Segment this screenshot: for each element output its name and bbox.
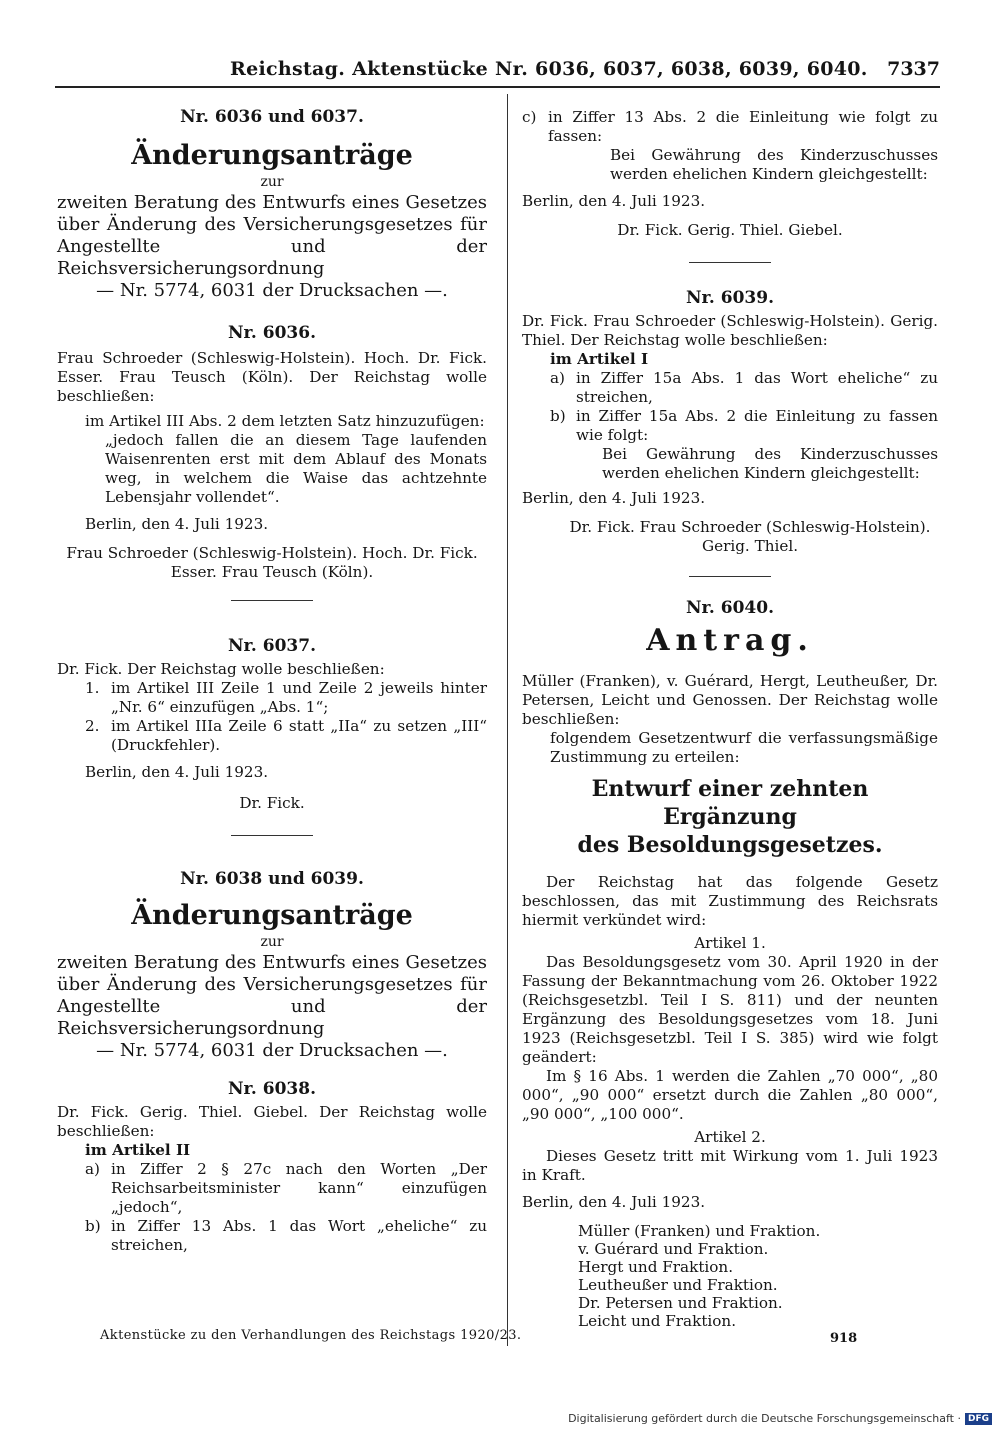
motion-6039-quote: Bei Gewährung des Kinderzuschusses werden ehelichen Kindern gleichgestellt:: [602, 445, 938, 482]
article-1-heading: Artikel 1.: [694, 934, 766, 952]
item-label: b): [550, 407, 566, 425]
right-column: [522, 108, 938, 1330]
separator: [689, 576, 771, 577]
draft-title-line-1: Entwurf einer zehnten Ergänzung: [591, 776, 869, 830]
signature-line: v. Guérard und Fraktion.: [578, 1240, 769, 1258]
item-label: a): [550, 369, 565, 387]
item-label: c): [522, 108, 537, 126]
motion-6040-date: Berlin, den 4. Juli 1923.: [522, 1193, 706, 1211]
dfg-logo: DFG: [965, 1413, 992, 1425]
section-title-aenderungsantraege: Änderungsanträge: [131, 140, 413, 171]
footer-note: Aktenstücke zu den Verhandlungen des Reichstags 1920/23.: [100, 1328, 522, 1343]
item-text: in Ziffer 15a Abs. 2 die Einleitung zu fassen wie folgt:: [576, 407, 938, 444]
motion-6036-date: Berlin, den 4. Juli 1923.: [85, 515, 269, 533]
item-text: im Artikel III Zeile 1 und Zeile 2 jeweils hinter „Nr. 6“ einzufügen „Abs. 1“;: [111, 679, 487, 716]
motion-6038-intro: Dr. Fick. Gerig. Thiel. Giebel. Der Reichstag wolle beschließen:: [57, 1103, 487, 1140]
heading-nr-6040: Nr. 6040.: [685, 598, 774, 618]
motion-6036-instruction: im Artikel III Abs. 2 dem letzten Satz hinzuzufügen:: [85, 412, 485, 430]
motion-6038-article: im Artikel II: [85, 1141, 191, 1159]
item-label: 2.: [85, 717, 100, 735]
article-2-text: Dieses Gesetz tritt mit Wirkung vom 1. Juli 1923 in Kraft.: [522, 1147, 938, 1184]
section-title-aenderungsantraege-2: Änderungsanträge: [131, 900, 413, 931]
motion-6036-signatures: Frau Schroeder (Schleswig-Holstein). Hoch. Dr. Fick. Esser. Frau Teusch (Köln).: [66, 544, 478, 581]
section-zur: zur: [260, 174, 284, 190]
header-title: Reichstag. Aktenstücke Nr. 6036, 6037, 6038, 6039, 6040.: [230, 58, 868, 80]
signature-line: Leutheußer und Fraktion.: [578, 1276, 778, 1294]
article-1-text: Das Besoldungsgesetz vom 30. April 1920 in der Fassung der Bekanntmachung vom 26. Oktober 1922 (Reichsgesetzbl. Teil I S. 811) und der neunten Ergänzung des Besoldungsgesetzes vom 18. Juni 1923 (Reichsgesetzbl. Teil I S. 385) wird wie folgt geändert:: [522, 953, 938, 1066]
motion-6039-item-b: [522, 407, 938, 445]
item-text: in Ziffer 15a Abs. 1 das Wort eheliche“ zu streichen,: [576, 369, 938, 406]
title-antrag: Antrag.: [646, 623, 814, 658]
signature-line: Hergt und Fraktion.: [578, 1258, 734, 1276]
page-number: 7337: [887, 58, 940, 80]
motion-6039-intro: Dr. Fick. Frau Schroeder (Schleswig-Holstein). Gerig. Thiel. Der Reichstag wolle beschließen:: [522, 312, 938, 349]
signature-line: Leicht und Fraktion.: [578, 1312, 737, 1330]
separator: [231, 835, 313, 836]
motion-6037-signature: Dr. Fick.: [239, 794, 305, 812]
section-description-ref: — Nr. 5774, 6031 der Drucksachen —.: [96, 280, 448, 301]
item-text: in Ziffer 13 Abs. 1 das Wort „eheliche“ zu streichen,: [111, 1217, 487, 1254]
left-column: [57, 108, 487, 1255]
signature-line: Dr. Petersen und Fraktion.: [578, 1294, 783, 1312]
motion-6038-item-c: [522, 108, 938, 146]
item-label: b): [85, 1217, 101, 1235]
motion-6040-signatures: [522, 1222, 938, 1330]
motion-6037-intro: Dr. Fick. Der Reichstag wolle beschließen:: [57, 660, 385, 678]
signature-line: Müller (Franken) und Fraktion.: [578, 1222, 821, 1240]
section-description: zweiten Beratung des Entwurfs eines Gesetzes über Änderung des Versicherungsgesetzes für Angestellte und der Reichsversicherungsordnung: [57, 192, 487, 279]
separator: [231, 600, 313, 601]
footer-sheet-number: 918: [830, 1331, 858, 1346]
section-heading-6038-6039: Nr. 6038 und 6039.: [180, 869, 364, 889]
item-text: in Ziffer 13 Abs. 2 die Einleitung wie folgt zu fassen:: [548, 108, 938, 145]
motion-6040-instruction: folgendem Gesetzentwurf die verfassungsmäßige Zustimmung zu erteilen:: [550, 729, 938, 766]
motion-6039-date: Berlin, den 4. Juli 1923.: [522, 489, 706, 507]
motion-6038-date: Berlin, den 4. Juli 1923.: [522, 192, 706, 210]
motion-6037-date: Berlin, den 4. Juli 1923.: [85, 763, 269, 781]
heading-nr-6039: Nr. 6039.: [685, 288, 774, 308]
item-text: in Ziffer 2 § 27c nach den Worten „Der Reichsarbeitsminister kann“ einzufügen „jedoch“,: [111, 1160, 487, 1216]
motion-6038-item-b: [57, 1217, 487, 1255]
motion-6036-quote: „jedoch fallen die an diesem Tage laufenden Waisenrenten erst mit dem Ablauf des Monats weg, in welchem die Waise das achtzehnte Lebensjahr vollendet“.: [105, 431, 487, 506]
article-1-change: Im § 16 Abs. 1 werden die Zahlen „70 000“, „80 000“, „90 000“ ersetzt durch die Zahlen „80 000“, „90 000“, „100 000“.: [522, 1067, 938, 1123]
heading-nr-6038: Nr. 6038.: [227, 1079, 316, 1099]
item-text: im Artikel IIIa Zeile 6 statt „IIa“ zu setzen „III“ (Druckfehler).: [111, 717, 487, 754]
heading-nr-6037: Nr. 6037.: [227, 636, 316, 656]
motion-6037-item-1: [57, 679, 487, 717]
motion-6036-intro: Frau Schroeder (Schleswig-Holstein). Hoch. Dr. Fick. Esser. Frau Teusch (Köln). Der Reichstag wolle beschließen:: [57, 349, 487, 405]
article-2-heading: Artikel 2.: [694, 1128, 766, 1146]
draft-preamble: Der Reichstag hat das folgende Gesetz beschlossen, das mit Zustimmung des Reichsrats hiermit verkündet wird:: [522, 873, 938, 929]
motion-6039-signatures: Dr. Fick. Frau Schroeder (Schleswig-Holstein). Gerig. Thiel.: [569, 518, 931, 555]
heading-nr-6036: Nr. 6036.: [227, 323, 316, 343]
section-heading-6036-6037: Nr. 6036 und 6037.: [180, 107, 364, 127]
draft-title-line-2: des Besoldungsgesetzes.: [577, 832, 883, 858]
motion-6039-item-a: [522, 369, 938, 407]
section-description-2: zweiten Beratung des Entwurfs eines Gesetzes über Änderung des Versicherungsgesetzes für Angestellte und der Reichsversicherungsordnung: [57, 952, 487, 1039]
motion-6038-item-a: [57, 1160, 487, 1217]
motion-6037-item-2: [57, 717, 487, 755]
motion-6038-signatures: Dr. Fick. Gerig. Thiel. Giebel.: [617, 221, 843, 239]
separator: [689, 262, 771, 263]
motion-6039-article: im Artikel I: [550, 350, 649, 368]
credit-text: Digitalisierung gefördert durch die Deutsche Forschungsgemeinschaft ·: [568, 1412, 961, 1425]
page-header: [55, 58, 940, 86]
motion-6040-intro: Müller (Franken), v. Guérard, Hergt, Leutheußer, Dr. Petersen, Leicht und Genossen. Der Reichstag wolle beschließen:: [522, 672, 938, 728]
item-label: 1.: [85, 679, 100, 697]
item-label: a): [85, 1160, 100, 1178]
column-divider: [507, 94, 508, 1346]
motion-6038-quote: Bei Gewährung des Kinderzuschusses werden ehelichen Kindern gleichgestellt:: [610, 146, 938, 183]
section-description-ref-2: — Nr. 5774, 6031 der Drucksachen —.: [96, 1040, 448, 1061]
section-zur-2: zur: [260, 934, 284, 950]
digitization-credit: [568, 1412, 992, 1425]
header-rule: [55, 86, 940, 88]
